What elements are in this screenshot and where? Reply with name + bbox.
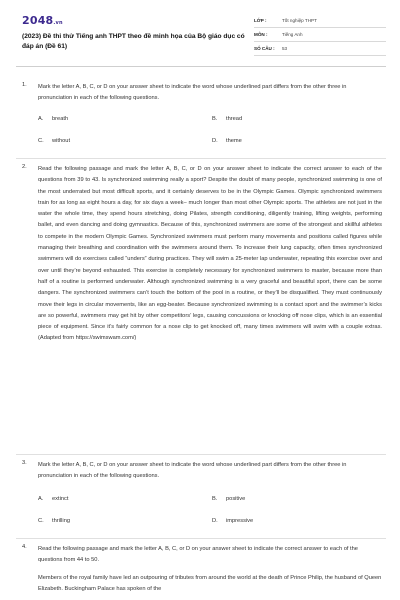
question-1 <box>22 82 382 105</box>
option-d[interactable] <box>212 518 253 524</box>
question-4 <box>22 544 382 595</box>
question-passage: Members of the royal family have led an outpouring of tributes from around the world at the death of Prince Philip, the husband of Queen Elizabeth. Buckingham Palace has spoken of the <box>38 574 382 592</box>
option-letter: D. <box>212 138 218 144</box>
option-b[interactable] <box>212 116 242 122</box>
question-text: Read the following passage and mark the letter A, B, C, or D on your answer sheet to indicate the correct answer to each of the questions from 44 to 50. <box>38 546 358 564</box>
option-b[interactable] <box>212 496 245 502</box>
option-c[interactable] <box>38 518 70 524</box>
option-text: breath <box>52 116 69 122</box>
option-text: thread <box>226 116 243 122</box>
option-letter: C. <box>38 518 44 524</box>
option-d[interactable] <box>212 138 242 144</box>
option-letter: C. <box>38 138 44 144</box>
option-text: extinct <box>52 496 69 502</box>
option-text: impressive <box>226 518 254 524</box>
option-a[interactable] <box>38 496 68 502</box>
meta-row-class <box>254 14 386 28</box>
site-logo[interactable] <box>22 14 63 27</box>
question-number: 3. <box>22 460 27 466</box>
question-number: 1. <box>22 82 27 88</box>
meta-value: Tiếng Anh <box>282 32 303 37</box>
meta-panel <box>254 14 386 56</box>
option-text: theme <box>226 138 242 144</box>
meta-key: MÔN : <box>254 32 268 37</box>
question-3 <box>22 460 382 483</box>
meta-value: Tốt nghiệp THPT <box>282 18 317 23</box>
option-letter: A. <box>38 496 44 502</box>
option-letter: B. <box>212 116 218 122</box>
question-number: 2. <box>22 164 27 170</box>
meta-key: LỚP : <box>254 18 267 23</box>
option-text: thrilling <box>52 518 71 524</box>
option-text: positive <box>226 496 246 502</box>
logo-text: 2048 <box>22 14 54 27</box>
option-letter: D. <box>212 518 218 524</box>
page-title: (2023) Đề thi thử Tiếng anh THPT theo đề minh họa của Bộ giáo dục có đáp án (Đề 61) <box>22 33 245 50</box>
meta-row-count <box>254 42 386 56</box>
question-divider <box>16 538 386 539</box>
question-number: 4. <box>22 544 27 550</box>
question-text: Mark the letter A, B, C, or D on your answer sheet to indicate the word whose underlined part differs from the other three in pronunciation in each of the following questions. <box>38 462 347 480</box>
document-header <box>0 0 400 66</box>
question-passage: Read the following passage and mark the letter A, B, C, or D on your answer sheet to indicate the correct answer to each of the questions from 39 to 43. Is synchronized swimming really a sport? Despite the doubt of many people, synchronized swimming is one of the most underrated but most difficult sports, and it certainly deserves to be in the Olympic Games. Olympic synchronized swimmers train for as long as eight hours a day, for six days a week– much longer than most other Olympic sports. The athletes are not just in the water the whole time, they spend hours stretching, doing Pilates, strength conditioning, diligently training, lifting weights, performing ballet, and even dancing and doing gymnastics. Because of this, synchronized swimmers are some of the strongest and skillful athletes to compete in the modern Olympic Games. Synchronized swimmers must perform many movements and positions called figures while managing their breathing and coordination with the swimmers around them. To increase their lung capacity, often times synchronized swimmers will do exercises called “unders” during practices. They will swim a 25-meter lap underwater, repeating this exercise over and over until they’re beyond exhausted. This exercise is completely necessary for synchronized swimmers to master, because more than half of a routine is performed underwater. Although synchronized swimming is a very graceful and beautiful sport, there can be some dangers. The synchronized swimmers can’t touch the bottom of the pool in a routine, or they’ll be disqualified. They must continuously move their legs in circular movements, like an egg-beater. Because synchronized swimming is a contact sport and the swimmer’s kicks are so powerful, swimmers may get hit by other competitors’ legs, causing concussions or knocking off nose clips, which is an essential piece of equipment. Since it’s fairly common for a nose clip to get knocked off, many times swimmers will swim with a couple extras. (Adapted from https://swimswam.com/) <box>38 166 382 342</box>
option-letter: A. <box>38 116 44 122</box>
logo-suffix: .vn <box>53 20 63 26</box>
question-text: Mark the letter A, B, C, or D on your answer sheet to indicate the word whose underlined part differs from the other three in pronunciation in each of the following questions. <box>38 84 347 102</box>
option-text: without <box>52 138 71 144</box>
question-divider <box>16 158 386 159</box>
question-2 <box>22 164 382 345</box>
option-c[interactable] <box>38 138 70 144</box>
question-divider <box>16 454 386 455</box>
option-a[interactable] <box>38 116 68 122</box>
meta-row-subject <box>254 28 386 42</box>
meta-value: 53 <box>282 46 288 51</box>
meta-key: SỐ CÂU : <box>254 46 275 51</box>
option-letter: B. <box>212 496 218 502</box>
header-divider <box>16 66 386 67</box>
